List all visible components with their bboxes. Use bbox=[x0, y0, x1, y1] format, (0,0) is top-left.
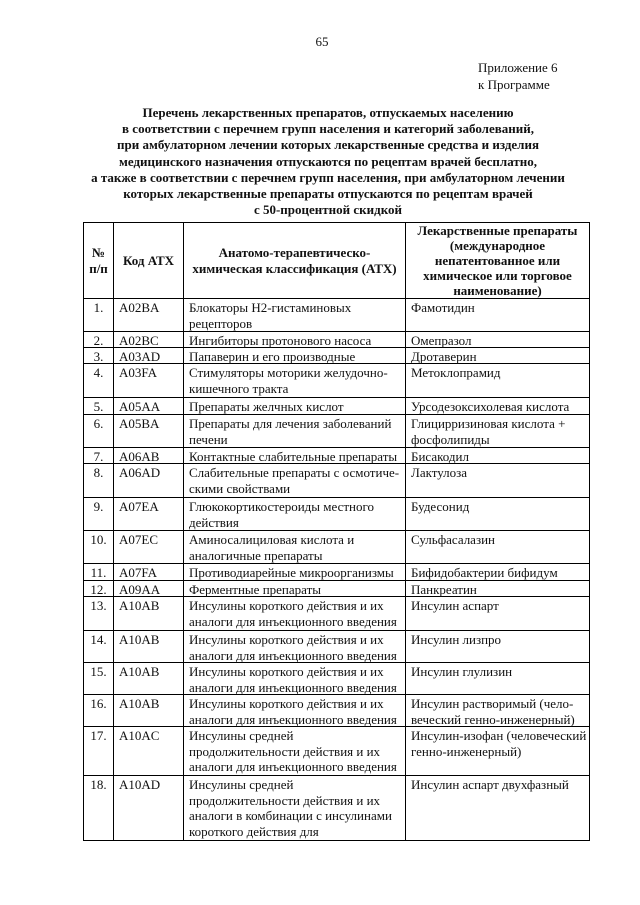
row-number-cell: 4. bbox=[93, 365, 104, 380]
row-number-cell: 15. bbox=[90, 664, 107, 679]
atc-code-cell: A10AB bbox=[113, 597, 183, 630]
row-number-cell: 16. bbox=[90, 696, 107, 711]
table-row bbox=[84, 332, 589, 348]
table-row bbox=[84, 464, 589, 498]
drug-name-cell: Сульфасалазин bbox=[405, 531, 589, 563]
row-number-cell: 14. bbox=[90, 632, 107, 647]
table-header-row bbox=[84, 223, 589, 299]
table-row bbox=[84, 581, 589, 597]
drug-name-cell: Глицирризиновая кислота + фосфолипиды bbox=[405, 415, 589, 447]
drug-name-cell: Инсулин глулизин bbox=[405, 663, 589, 694]
header-drug-name: Лекарственные препараты (международное непатентованное или химическое или торговое наименование) bbox=[405, 223, 589, 298]
drug-name-cell: Инсулин лизпро bbox=[405, 631, 589, 662]
atc-code-cell: A10AC bbox=[113, 727, 183, 775]
drug-name-cell: Метоклопрамид bbox=[405, 364, 589, 397]
drug-name-cell: Фамотидин bbox=[405, 299, 589, 331]
atc-classification-cell: Стимуляторы моторики желудочно- кишечного тракта bbox=[183, 364, 405, 397]
atc-classification-cell: Препараты желчных кислот bbox=[183, 398, 405, 414]
document-title: Перечень лекарственных препаратов, отпускаемых населению в соответствии с перечнем групп населения и категорий заболеваний, при амбулаторном лечении которых лекарственные средства и изделия медицинского назначения отпускаются по рецептам врачей бесплатно, а также в соответствии с перечнем групп населения, при амбулаторном лечении которых лекарственные препараты отпускаются по рецептам врачей с 50-процентной скидкой bbox=[91, 105, 565, 218]
atc-classification-cell: Инсулины короткого действия и их аналоги для инъекционного введения bbox=[183, 597, 405, 630]
atc-code-cell: A07EC bbox=[113, 531, 183, 563]
atc-classification-cell: Инсулины короткого действия и их аналоги для инъекционного введения bbox=[183, 663, 405, 694]
appendix-label bbox=[478, 60, 558, 93]
table-row bbox=[84, 415, 589, 448]
table-row bbox=[84, 631, 589, 663]
drug-name-cell: Инсулин-изофан (человеческий генно-инженерный) bbox=[405, 727, 589, 775]
table-row bbox=[84, 597, 589, 631]
table-row bbox=[84, 727, 589, 776]
atc-code-cell: A10AB bbox=[113, 663, 183, 694]
atc-code-cell: A09AA bbox=[113, 581, 183, 596]
atc-classification-cell: Слабительные препараты с осмотиче- скими свойствами bbox=[183, 464, 405, 497]
atc-code-cell: A05AA bbox=[113, 398, 183, 414]
table-row bbox=[84, 663, 589, 695]
row-number-cell: 8. bbox=[93, 465, 104, 480]
atc-classification-cell: Инсулины короткого действия и их аналоги для инъекционного введения bbox=[183, 695, 405, 726]
row-number-cell: 5. bbox=[93, 399, 104, 414]
header-atc-code: Код АТХ bbox=[113, 223, 183, 298]
atc-code-cell: A07FA bbox=[113, 564, 183, 580]
atc-code-cell: A10AD bbox=[113, 776, 183, 840]
drug-name-cell: Инсулин аспарт двухфазный bbox=[405, 776, 589, 840]
row-number-cell: 12. bbox=[90, 582, 107, 597]
atc-classification-cell: Ингибиторы протонового насоса bbox=[183, 332, 405, 347]
row-number-cell: 2. bbox=[93, 333, 104, 348]
atc-code-cell: A03AD bbox=[113, 348, 183, 363]
header-atc-classification: Анатомо-терапевтическо- химическая классификация (АТХ) bbox=[183, 223, 405, 298]
atc-code-cell: A06AD bbox=[113, 464, 183, 497]
table-row bbox=[84, 776, 589, 841]
atc-code-cell: A05BA bbox=[113, 415, 183, 447]
appendix-line-1: Приложение 6 bbox=[478, 60, 558, 75]
table-row bbox=[84, 564, 589, 581]
atc-classification-cell: Противодиарейные микроорганизмы bbox=[183, 564, 405, 580]
atc-code-cell: A06AB bbox=[113, 448, 183, 463]
atc-classification-cell: Папаверин и его производные bbox=[183, 348, 405, 363]
row-number-cell: 7. bbox=[93, 449, 104, 464]
atc-code-cell: A07EA bbox=[113, 498, 183, 530]
atc-classification-cell: Блокаторы Н2-гистаминовых рецепторов bbox=[183, 299, 405, 331]
row-number-cell: 18. bbox=[90, 777, 107, 792]
atc-classification-cell: Инсулины средней продолжительности действия и их аналоги для инъекционного введения bbox=[183, 727, 405, 775]
row-number-cell: 13. bbox=[90, 598, 107, 613]
drug-name-cell: Омепразол bbox=[405, 332, 589, 347]
atc-classification-cell: Глюкокортикостероиды местного действия bbox=[183, 498, 405, 530]
atc-classification-cell: Аминосалициловая кислота и аналогичные препараты bbox=[183, 531, 405, 563]
row-number-cell: 17. bbox=[90, 728, 107, 743]
drug-name-cell: Бифидобактерии бифидум bbox=[405, 564, 589, 580]
drug-name-cell: Будесонид bbox=[405, 498, 589, 530]
atc-classification-cell: Ферментные препараты bbox=[183, 581, 405, 596]
atc-classification-cell: Инсулины короткого действия и их аналоги для инъекционного введения bbox=[183, 631, 405, 662]
drug-name-cell: Урсодезоксихолевая кислота bbox=[405, 398, 589, 414]
drug-name-cell: Бисакодил bbox=[405, 448, 589, 463]
atc-code-cell: A02BC bbox=[113, 332, 183, 347]
table-row bbox=[84, 398, 589, 415]
atc-classification-cell: Контактные слабительные препараты bbox=[183, 448, 405, 463]
atc-classification-cell: Инсулины средней продолжительности действия и их аналоги в комбинации с инсулинами короткого действия для bbox=[183, 776, 405, 840]
table-row bbox=[84, 299, 589, 332]
header-row-number: № п/п bbox=[89, 245, 108, 276]
row-number-cell: 9. bbox=[93, 499, 104, 514]
row-number-cell: 6. bbox=[93, 416, 104, 431]
atc-code-cell: A02BA bbox=[113, 299, 183, 331]
page-number: 65 bbox=[315, 34, 329, 49]
appendix-line-2: к Программе bbox=[478, 76, 550, 92]
drug-name-cell: Дротаверин bbox=[405, 348, 589, 363]
drug-name-cell: Панкреатин bbox=[405, 581, 589, 596]
table-row bbox=[84, 348, 589, 364]
row-number-cell: 11. bbox=[90, 565, 107, 580]
drug-name-cell: Лактулоза bbox=[405, 464, 589, 497]
table-row bbox=[84, 695, 589, 727]
table-row bbox=[84, 448, 589, 464]
row-number-cell: 10. bbox=[90, 532, 107, 547]
drug-list-table bbox=[83, 222, 590, 841]
row-number-cell: 1. bbox=[93, 300, 104, 315]
atc-classification-cell: Препараты для лечения заболеваний печени bbox=[183, 415, 405, 447]
atc-code-cell: A10AB bbox=[113, 631, 183, 662]
table-row bbox=[84, 498, 589, 531]
atc-code-cell: A10AB bbox=[113, 695, 183, 726]
table-row bbox=[84, 364, 589, 398]
atc-code-cell: A03FA bbox=[113, 364, 183, 397]
row-number-cell: 3. bbox=[93, 349, 104, 364]
drug-name-cell: Инсулин аспарт bbox=[405, 597, 589, 630]
table-row bbox=[84, 531, 589, 564]
drug-name-cell: Инсулин растворимый (чело- веческий генно-инженерный) bbox=[405, 695, 589, 726]
